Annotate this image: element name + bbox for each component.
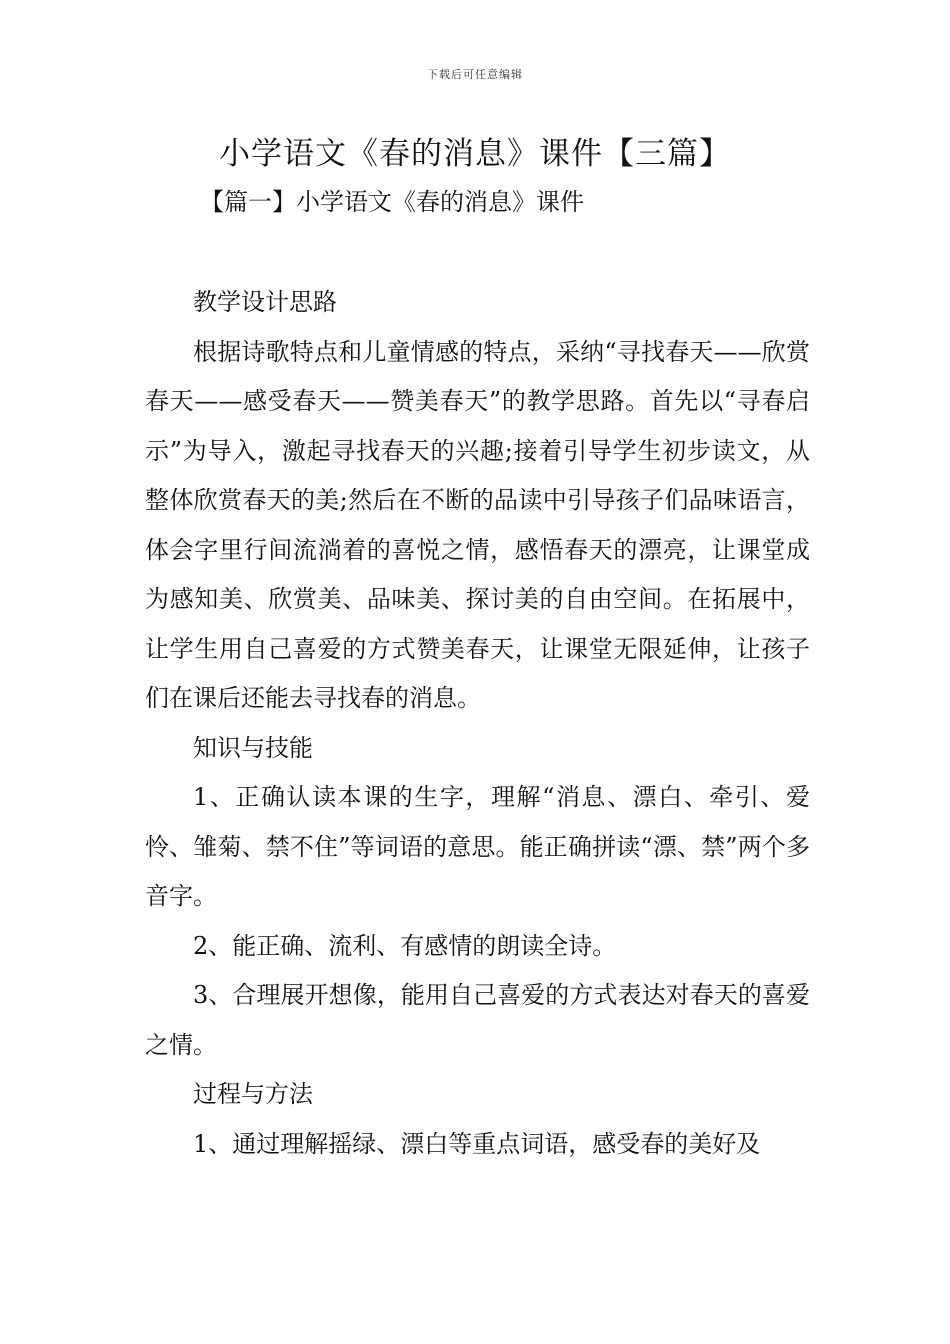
section-heading-process: 过程与方法 [193, 1080, 313, 1108]
section-heading-knowledge: 知识与技能 [193, 733, 313, 762]
paragraph-design-idea: 根据诗歌特点和儿童情感的特点，采纳“寻找春天——欣赏春天——感受春天——赞美春天”的教学思路。首先以“寻春启示”为导入，激起寻找春天的兴趣;接着引导学生初步读文，从整体欣赏春天的美;然后在不断的品读中引导孩子们品味语言，体会字里行间流淌着的喜悦之情，感悟春天的漂亮，让课堂成为感知美、欣赏美、品味美、探讨美的自由空间。在拓展中，让学生用自己喜爱的方式赞美春天，让课堂无限延伸，让孩子们在课后还能去寻找春的消息。 [145, 337, 810, 712]
paragraph-process-1: 1、通过理解摇绿、漂白等重点词语，感受春的美好及 [193, 1129, 761, 1158]
header-note: 下载后可任意编辑 [427, 68, 523, 81]
document-body [145, 278, 810, 1169]
document-title: 小学语文《春的消息》课件【三篇】 [219, 136, 731, 172]
section-heading-design: 教学设计思路 [193, 288, 337, 316]
paragraph-knowledge-1: 1、正确认读本课的生字，理解“消息、漂白、牵引、爱怜、雏菊、禁不住”等词语的意思。能正确拼读“漂、禁”两个多音字。 [145, 783, 810, 910]
paragraph-knowledge-3: 3、合理展开想像，能用自己喜爱的方式表达对春天的喜爱之情。 [145, 981, 810, 1059]
paragraph-knowledge-2: 2、能正确、流利、有感情的朗读全诗。 [193, 931, 617, 960]
document-subtitle: 【篇一】小学语文《春的消息》课件 [200, 188, 584, 216]
